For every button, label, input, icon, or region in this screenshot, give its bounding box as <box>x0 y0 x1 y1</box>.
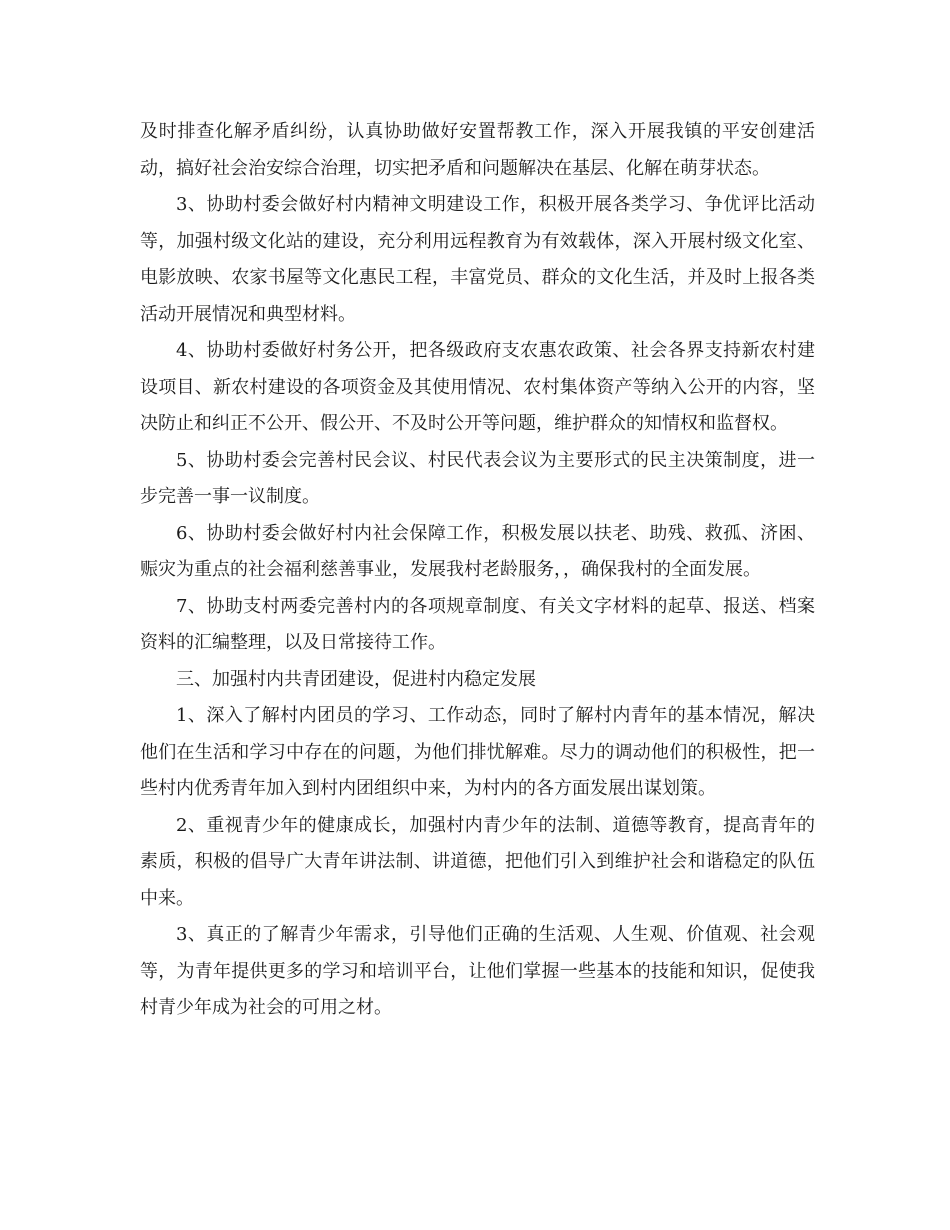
paragraph-youth-item-2: 2、重视青少年的健康成长，加强村内青少年的法制、道德等教育，提高青年的素质，积极的倡导广大青年讲法制、讲道德，把他们引入到维护社会和谐稳定的队伍中来。 <box>140 814 815 909</box>
document-body <box>140 114 815 1027</box>
paragraph-continuation: 及时排查化解矛盾纠纷，认真协助做好安置帮教工作，深入开展我镇的平安创建活动，搞好社会治安综合治理，切实把矛盾和问题解决在基层、化解在萌芽状态。 <box>140 121 815 179</box>
paragraph-youth-item-3: 3、真正的了解青少年需求，引导他们正确的生活观、人生观、价值观、社会观等，为青年提供更多的学习和培训平台，让他们掌握一些基本的技能和知识，促使我村青少年成为社会的可用之材。 <box>140 924 815 1018</box>
section-heading-youth-league: 三、加强村内共青团建设，促进村内稳定发展 <box>176 668 536 690</box>
paragraph-item-7-regulations: 7、协助支村两委完善村内的各项规章制度、有关文字材料的起草、报送、档案资料的汇编整理，以及日常接待工作。 <box>140 595 815 653</box>
paragraph-item-5-democracy: 5、协助村委会完善村民会议、村民代表会议为主要形式的民主决策制度，进一步完善一事一议制度。 <box>140 449 815 507</box>
paragraph-item-4-village-affairs: 4、协助村委做好村务公开，把各级政府支农惠农政策、社会各界支持新农村建设项目、新农村建设的各项资金及其使用情况、农村集体资产等纳入公开的内容，坚决防止和纠正不公开、假公开、不及时公开等问题，维护群众的知情权和监督权。 <box>140 340 815 434</box>
paragraph-item-6-social-security: 6、协助村委会做好村内社会保障工作，积极发展以扶老、助残、救孤、济困、赈灾为重点的社会福利慈善事业，发展我村老龄服务，，确保我村的全面发展。 <box>140 522 815 580</box>
paragraph-item-3-culture: 3、协助村委会做好村内精神文明建设工作，积极开展各类学习、争优评比活动等，加强村级文化站的建设，充分利用远程教育为有效载体，深入开展村级文化室、电影放映、农家书屋等文化惠民工程，丰富党员、群众的文化生活，并及时上报各类活动开展情况和典型材料。 <box>140 194 815 325</box>
paragraph-youth-item-1: 1、深入了解村内团员的学习、工作动态，同时了解村内青年的基本情况，解决他们在生活和学习中存在的问题，为他们排忧解难。尽力的调动他们的积极性，把一些村内优秀青年加入到村内团组织中来，为村内的各方面发展出谋划策。 <box>140 705 815 799</box>
